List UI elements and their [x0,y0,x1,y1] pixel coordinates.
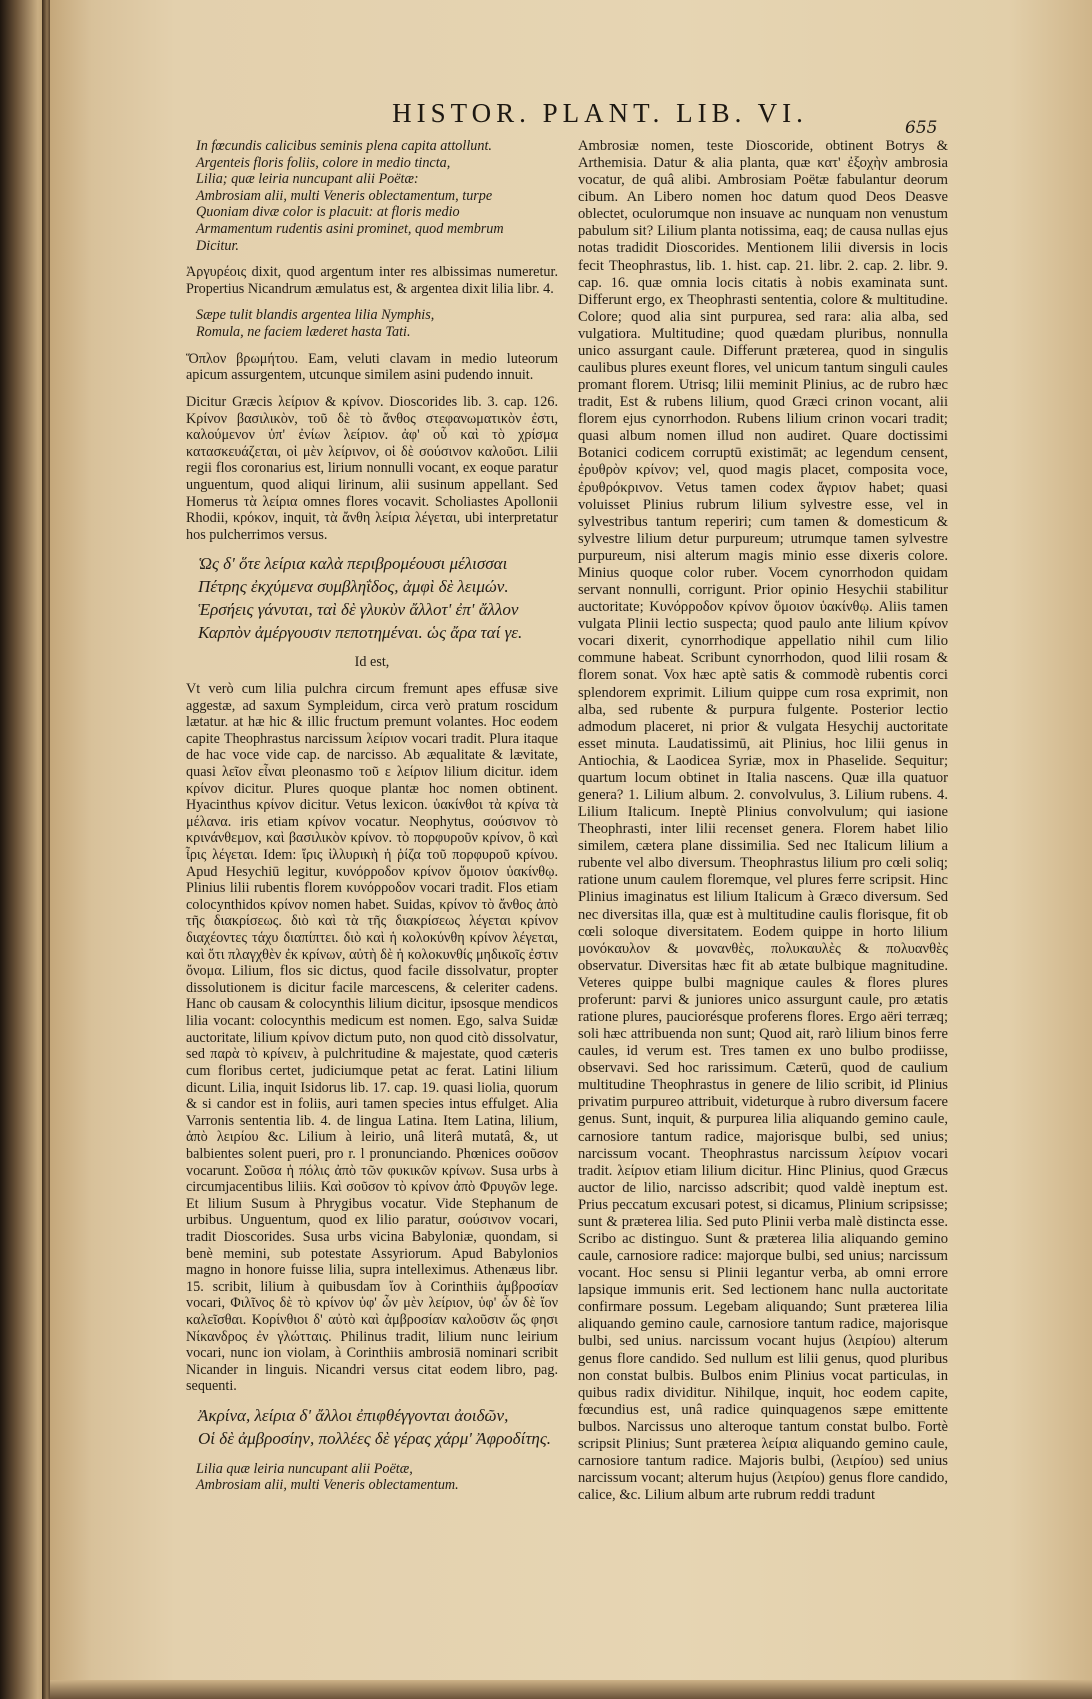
right-column [578,138,948,1514]
greek-verse: Ὡς δ' ὅτε λείρια καλὰ περιβρομέουσι μέλισσαι Πέτρης ἐκχύμενα συμβληΐδος, ἀμφὶ δὲ λειμών. Ἑρσήεις γάνυται, ταὶ δὲ γλυκὺν ἄλλοτ' ἐπ' ἄλλον Καρπὸν ἀμέργουσιν πεποτημέναι. ὡς ἄρα ταί γε. [198,554,523,642]
id-est-label: Id est, [354,654,390,671]
paragraph: Ὅπλον βρωμήτου. Eam, veluti clavam in medio luteorum apicum assurgentem, utcunque similem asini pudendo innuit. [186,350,558,384]
page-bottom-edge [50,1680,1092,1699]
page-number: 655 [905,118,938,138]
paragraph: Dicitur Græcis λείριον & κρίνον. Dioscorides lib. 3. cap. 126. Κρίνον βασιλικὸν, τοῦ δὲ τὸ ἄνθος στεφανωματικὸν ἐστι, καλούμενον ὑπ' ἐνίων λείριον. ἀφ' οὗ καὶ τὸ χρίσμα κατασκευάζεται, οἱ μὲν λείρινον, οἱ δὲ σούσινον καλοῦσι. Lilii regii flos coronarius est, lirium nonnulli vocant, ex eoque paratur unguentum, quod aliqui lirinum, alii susinum appellant. Sed Homerus τὰ λείρια omnes flores vocavit. Scholiastes Apollonii Rhodii, κρόκον, inquit, τὰ ἄνθη λείρια λέγεται, ubi interpretatur hos pulcherrimos versus. [186,393,558,543]
verse-block: Lilia quæ leiria nuncupant alii Poëtæ, Ambrosiam alii, multi Veneris oblectamentum. [196,1460,459,1494]
greek-verse: Ἀκρίνα, λείρια δ' ἄλλοι ἐπιφθέγγονται ἀοιδῶν, Οἱ δὲ ἀμβροσίην, πολλέες δὲ γέρας χάρμ' Ἀφροδίτης. [198,1406,552,1448]
paragraph: Ambrosiæ nomen, teste Dioscoride, obtinent Botrys & Arthemisia. Datur & alia planta, quæ κατ' ἐξοχὴν ambrosia vocatur, de quâ alibi. Ambrosiam Poëtæ fabulantur deorum cibum. An Libero nomen hoc datum quod Deos Deasve oblectet, oculorumque non insuave ac nunquam non venustum pabulum sit? Lilium planta notissima, eaq; de causa nullas ejus notas tradidit Dioscorides. Mentionem lilii diversis in locis fecit Theophrastus, lib. 1. hist. cap. 21. libr. 2. cap. 2. libr. 9. cap. 16. quæ omnia locis citatis à nobis examinata sunt. Differunt ergo, ex Theophrasti sententia, colore & multitudine. Colore; quod alia sint purpurea, sed rara: alia alba, sed vulgatiora. Multitudine; quod quædam pluribus, nonnulla unico assurgant caule. Differunt præterea, quod in singulis caulibus plures exeunt flores, vel unicum tantum singuli caules promant florem. Utrisq; lilii meminit Plinius, ac de rubro hæc tradit, Est & rubens lilium, quod Græci crinon vocant, alii florem ejus cynorrhodon. Rubens lilium crinon vocari tradit; quasi album nomen illud non audiret. Quare doctissimi Botanici codicem corruptū existimāt; ac legendum censent, ἐρυθρὸν κρίνον; vel, quod magis placet, composita voce, ἐρυθρόκρινον. Vetus tamen codex ἄγριον habet; quasi voluisset Plinius rubrum lilium sylvestre esse, vel in sylvestribus tantum reperiri; cum tamen & domesticum & sylvestre lilium detur purpureum; utrumque tamen sylvestre purpureum, nisi alterum magis minio esse dixeris colore. Minius quoque color ruber. Vocem cynorrhodon quidam servant nonnulli, corrigunt. Prior opinio Hesychii stabilitur auctoritate; Κυνόρροδον κρίνον ὅμοιον ὑακίνθῳ. Aliis tamen vulgata Plinii lectio suspecta; quod paulo ante lilium κρίνον vocari dixerit, cynorrhodique appellatio nihil cum lilio commune habeat. Scribunt cynorrhodon, quod lilii rosam & florem sonat. Vox hæc aptè satis & commodè rubentis corci splendorem exprimit. Lilium quippe cum rosa exprimit, non alba, sed rubente & purpura fulgente. Posterior lectio admodum placeret, ni prior & vulgata Hesychij auctoritate esset minuta. Laudatissimū, ait Plinius, hoc lilii genus in Antiochia, & Laodicea Syriæ, mox in Phaselide. Sequitur; quartum locum obtinet in Italia nascens. Quæ illa quatuor genera? 1. Lilium album. 2. convolvulus, 3. Lilium rubens. 4. Lilium Italicum. Ineptè Plinius convolvulum; qui iasione Theophrasti, inter lilii recenset genera. Florem habet lilio similem, cætera plane dissimilia. Sed nec Italicum lilium a rubente vel albo diversum. Theophrastus lilium pro cœli soliq; ratione unum caulem floremque, vel plures ferre scripsit. Hinc Plinius imaginatus est lilium Italicum à Græco diversum. Sed nec diversitas illa, quæ est à multitudine caulis florisque, fit ob cœli soloque diversitatem. Eodem quippe in horto lilium μονόκαυλον & μονανθὲς, πολυκαυλὲς & πολυανθὲς observatur. Diversitas hæc fit ab ætate bulbique magnitudine. Veteres quippe bulbi magnique caules & flores plures proferunt: parvi & juniores unico assurgunt caule, pro ætatis ratione plures, pauciorésque proferens flores. Ergo aëri terræq; soli hæc attribuenda non sunt; Quod ait, rarò lilium binos ferre caules, id verum est. Tres tamen ex uno bulbo prodiisse, observavi. Sed hoc rarissimum. Cæterū, quod de caulium multitudine Theophrastus in genere de lilio scribit, id Plinius privatim purpureo attribuit, videturque à rubro diversum facere genus. Sunt, inquit, & purpurea lilia aliquando gemino caule, carnosiore tantum radice, majorisque bulbi, sed unius; narcissum vocant. Theophrastus narcissum λείριον vocari tradit. λείριον etiam lilium dicitur. Hinc Plinius, quod Græcus auctor de lilio, narcisso adscribit; quod valdè ineptum est. Prius peccatum excusari potest, si dicamus, Plinium scripsisse; sunt & præterea lilia. Sed puto Plinii verba malè distincta esse. Scribo ac distinguo. Sunt & præterea lilia aliquando gemino caule, carnosiore radice: majorque bulbi, sed unius; narcissum vocant. Hoc sensu si Plinii legantur verba, ab omni errore lapsique immunis erit. Sed lectionem hanc nulla auctoritate confirmare possum. Legebam aliquando; Sunt præterea lilia aliquando gemino caule, carnosiore tantum radice, majorisque bulbi, sed unius. narcissum vocant hujus (λειρίου) alterum genus flore candido. Sed nullum est lilii genus, quod pluribus non constat bulbis. Bulbos enim Plinius vocat particulas, in quibus radix dividitur. Nihilque, inquit, hoc eodem capite, fœcundius est, unâ radice quinquagenos sæpe emittente bulbos. Narcissus uno alteroque tantum constat bulbo. Fortè scripsit Plinius; Sunt præterea λείρια aliquando gemino caule, carnosiore tantum radice. Majoris bulbi, (λειρίου) sed unius narcissum vocant; alterum hujus (λειρίου) genus flore candido, calice, &c. Lilium album arte rubrum reddi tradunt [578,138,948,1504]
left-column [186,138,558,1504]
verse-block: Sæpe tulit blandis argentea lilia Nymphis, Romula, ne faciem læderet hasta Tati. [196,307,435,341]
running-title: HISTOR. PLANT. LIB. VI. [392,98,808,128]
verse-block: In fœcundis calicibus seminis plena capita attollunt. Argenteis floris foliis, colore in medio tincta, Lilia; quæ leiria nuncupant alii Poëtæ: Ambrosiam alii, multi Veneris oblectamentum, turpe Quoniam divæ color is placuit: at floris medio Armamentum rudentis asini prominet, quod membrum Dicitur. [196,138,504,254]
paragraph: Ἀργυρέοις dixit, quod argentum inter res albissimas numeretur. Propertius Nicandrum æmulatus est, & argentea dixit lilia libr. 4. [186,264,558,297]
paragraph: Vt verò cum lilia pulchra circum fremunt apes effusæ sive aggestæ, ad saxum Sympleidum, circa verò pratum roscidum lætatur. at hæ hic & illic fructum premunt volantes. Hoc eodem capite Theophrastus narcissum λείριον vocari tradit. Plura itaque de hac voce vide cap. de narcisso. Ab æqualitate & lævitate, quasi λεῖον εἶναι pleonasmo τοῦ ε λείριον lilium dicitur. idem κρίνον dicitur. Plures quoque plantæ hoc nomen obtinent. Hyacinthus κρίνον dicitur. Vetus lexicon. ὑακίνθοι τὰ κρίνα τὰ μέλανα. iris etiam κρίνον vocatur. Neophytus, σούσινον τὸ κρινάνθεμον, καὶ βασιλικὸν κρίνον. τὸ πορφυροῦν κρίνον, ὃ καὶ ἶρις λέγεται. Idem: ἴρις ἰλλυρικὴ ἡ ῥίζα τοῦ πορφυροῦ κρίνου. Apud Hesychiū legitur, κυνόρροδον κρίνον ὅμοιον ὑακίνθῳ. Plinius lilii rubentis florem κυνόρροδον vocari tradit. Flos etiam colocynthidos κρίνον nomen habet. Suidas, κρίνον τὸ ἄνθος ἀπὸ τῆς διακρίσεως. διὸ καὶ τὰ τῆς διακρίσεως λέγεται κρίνον διαχέοντες τάχυ διαπίπτει. διὸ καὶ ἡ κολοκύνθη κρίνον λέγεται, καὶ ὅτι πλαγχθὲν ἐκ κρίνων, αὐτὴ δὲ ἡ κολοκυνθίς μηδικοῖς ἐστιν ὄνομα. Lilium, flos sic dictus, quod facile dissolvatur, propter dissolutionem is dicitur facile marcescens, & celeriter cadens. Hanc ob causam & colocynthis lilium dicitur, ipsosque mendicos lilia vocant: colocynthis medicum est nomen. Ego, salva Suidæ auctoritate, lilium κρίνον dictum puto, non quod citò dissolvatur, sed παρὰ τὸ κρίνειν, à pulchritudine & majestate, quod cæteris cum floribus certet, judiciumque petat ac ferat. Latini lilium dicunt. Lilia, inquit Isidorus lib. 17. cap. 19. quasi liolia, quorum & si candor est in foliis, auri tamen species intus effulget. Alia Varronis sententia lib. 4. de lingua Latina. Item Latina, lilium, ἀπὸ λειρίου &c. Lilium à leirio, unâ literâ mutatâ, &, ut balbientes solent pueri, pro r. l pronunciando. Phœnices σοῦσον vocarunt. Σοῦσα ἡ πόλις ἀπὸ τῶν φυκικῶν κρίνων. Susa urbs à circumjacentibus liliis. Καὶ σοῦσον τὸ κρίνον ἀπὸ Φρυγῶν lege. Et lilium Susum à Phrygibus vocatur. Vide Stephanum de urbibus. Unguentum, quod ex lilio paratur, σούσινον vocari, tradit Dioscorides. Susa urbs vicina Babyloniæ, quondam, si benè memini, sub potestate Assyriorum. Apud Babylonios magno in honore fuisse lilia, supra intelleximus. Athenæus libr. 15. scribit, lilium à quibusdam ἴον à Corinthiis ἀμβροσίαν vocari, Φιλῖνος δὲ τὸ κρίνον ὑφ' ὧν μὲν λείριον, ὑφ' ὧν δὲ ἴον καλεῖσθαι. Κορίνθιοι δ' αὐτὸ καὶ ἀμβροσίαν καλοῦσιν ὥς φησι Νίκανδρος ἐν γλώτταις. Philinus tradit, lilium nunc leirium vocari, nunc ion violam, à Corinthiis ambrosiā nominari scribit Nicander in linguis. Nicandri versus citat eodem libro, pag. sequenti. [186,680,558,1395]
